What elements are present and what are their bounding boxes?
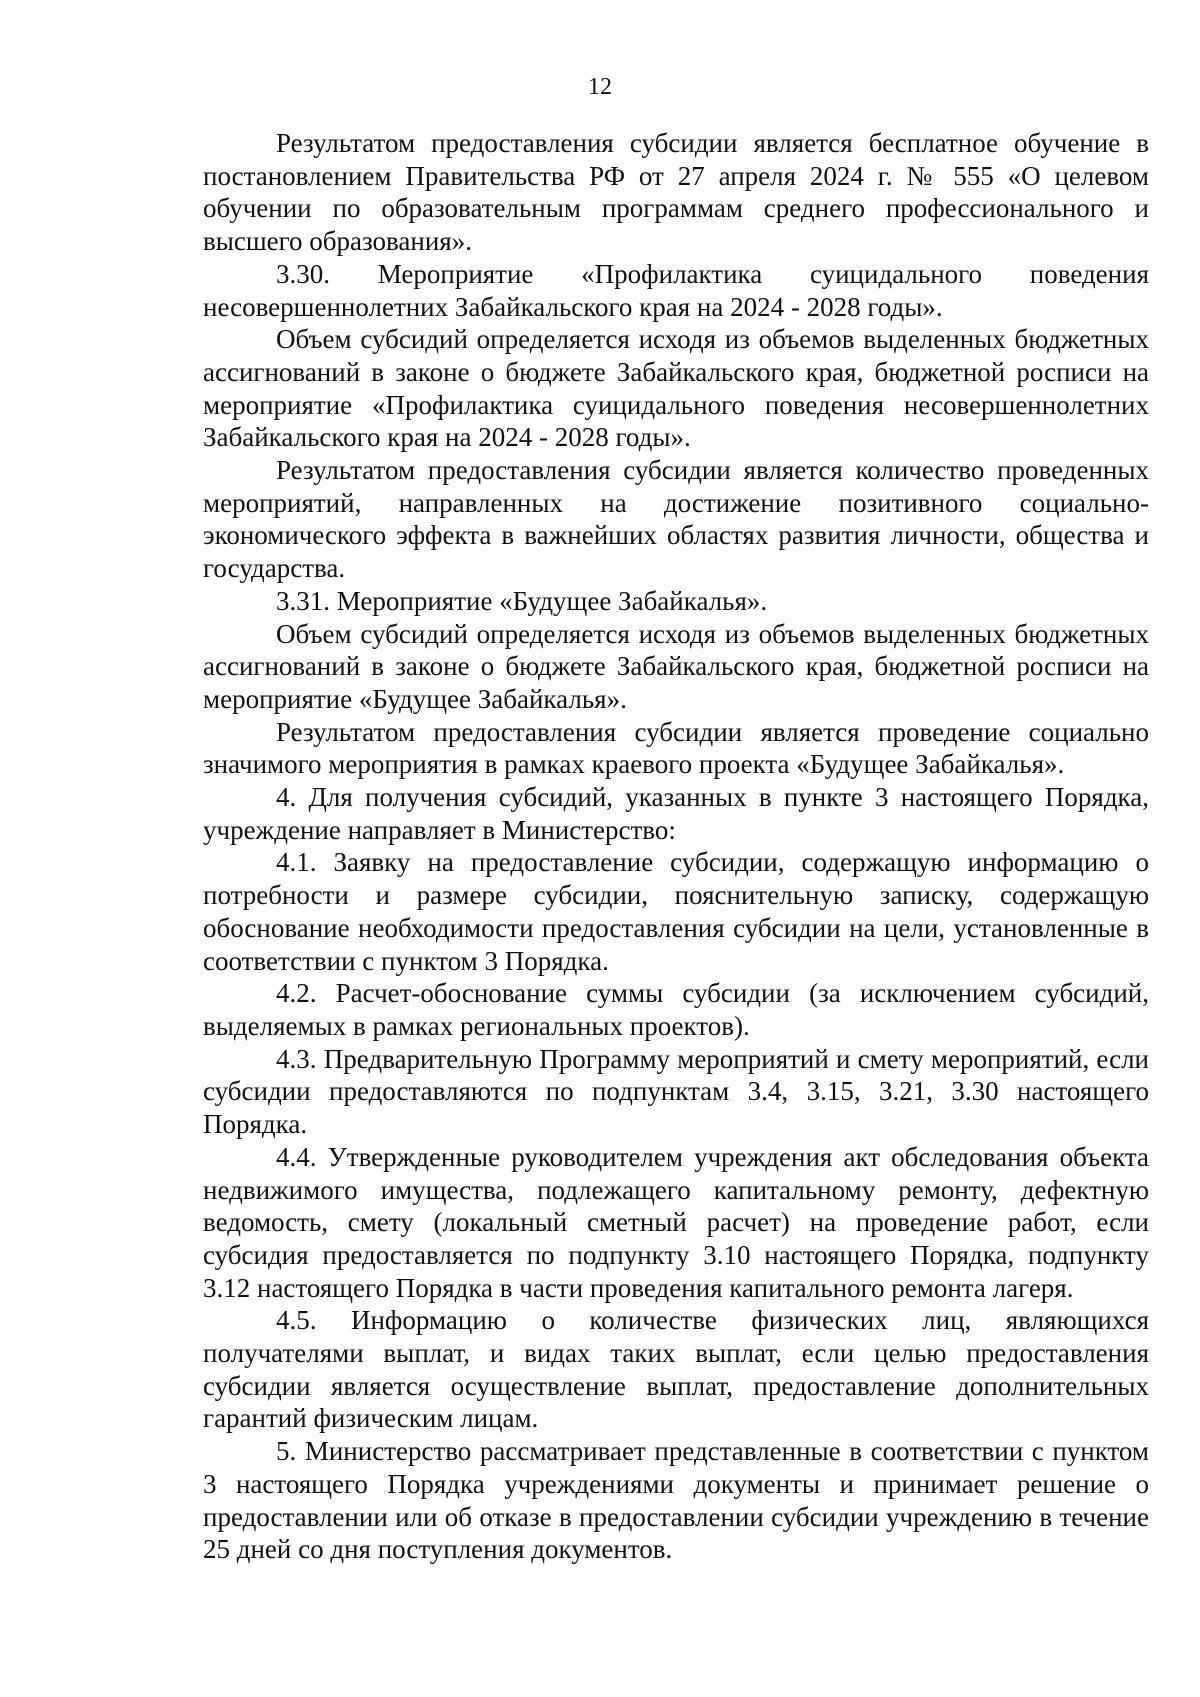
- paragraph-4-1: 4.1. Заявку на предоставление субсидии, содержащую информацию о потребности и размере субсидии, пояснительную записку, содержащую обоснование необходимости предоставления субсидии на цели, установленные в соответствии с пунктом 3 Порядка.: [203, 847, 1149, 976]
- paragraph-4-3: 4.3. Предварительную Программу мероприятий и смету мероприятий, если субсидии предоставляются по подпунктам 3.4, 3.15, 3.21, 3.30 настоящего Порядка.: [203, 1043, 1149, 1140]
- paragraph-4: 4. Для получения субсидий, указанных в пункте 3 настоящего Порядка, учреждение направляет в Министерство:: [203, 782, 1149, 845]
- paragraph-3-31-heading: 3.31. Мероприятие «Будущее Забайкалья».: [276, 585, 768, 616]
- paragraph-subsidy-result-education: Результатом предоставления субсидии является бесплатное обучение в постановлением Правительства РФ от 27 апреля 2024 г. № 555 «О целевом обучении по образовательным программам среднего профессионального и высшего образования».: [203, 128, 1149, 257]
- paragraph-3-30-result: Результатом предоставления субсидии является количество проведенных мероприятий, направленных на достижение позитивного социально-экономического эффекта в важнейших областях развития личности, общества и государства.: [203, 455, 1149, 584]
- paragraph-5: 5. Министерство рассматривает представленные в соответствии с пунктом 3 настоящего Порядка учреждениями документы и принимает решение о предоставлении или об отказе в предоставлении субсидии учреждению в течение 25 дней со дня поступления документов.: [203, 1436, 1149, 1565]
- paragraph-3-30-heading: 3.30. Мероприятие «Профилактика суицидального поведения несовершеннолетних Забайкальского края на 2024 - 2028 годы».: [203, 258, 1149, 322]
- paragraph-3-31-volume: Объем субсидий определяется исходя из объемов выделенных бюджетных ассигнований в законе о бюджете Забайкальского края, бюджетной росписи на мероприятие «Будущее Забайкалья».: [203, 618, 1149, 714]
- page-number: 12: [588, 74, 612, 100]
- paragraph-3-30-volume: Объем субсидий определяется исходя из объемов выделенных бюджетных ассигнований в законе о бюджете Забайкальского края, бюджетной росписи на мероприятие «Профилактика суицидального поведения несовершеннолетних Забайкальского края на 2024 - 2028 годы».: [203, 324, 1149, 453]
- paragraph-3-31-result: Результатом предоставления субсидии является проведение социально значимого мероприятия в рамках краевого проекта «Будущее Забайкалья».: [203, 716, 1149, 780]
- document-body: [203, 127, 1149, 1566]
- paragraph-4-4: 4.4. Утвержденные руководителем учреждения акт обследования объекта недвижимого имущества, подлежащего капитальному ремонту, дефектную ведомость, смету (локальный сметный расчет) на проведение работ, если субсидия предоставляется по подпункту 3.10 настоящего Порядка, подпункту 3.12 настоящего Порядка в части проведения капитального ремонта лагеря.: [203, 1141, 1149, 1303]
- paragraph-4-2: 4.2. Расчет-обоснование суммы субсидии (за исключением субсидий, выделяемых в рамках региональных проектов).: [203, 978, 1149, 1041]
- paragraph-4-5: 4.5. Информацию о количестве физических лиц, являющихся получателями выплат, и видах таких выплат, если целью предоставления субсидии является осуществление выплат, предоставление дополнительных гарантий физическим лицам.: [203, 1305, 1149, 1434]
